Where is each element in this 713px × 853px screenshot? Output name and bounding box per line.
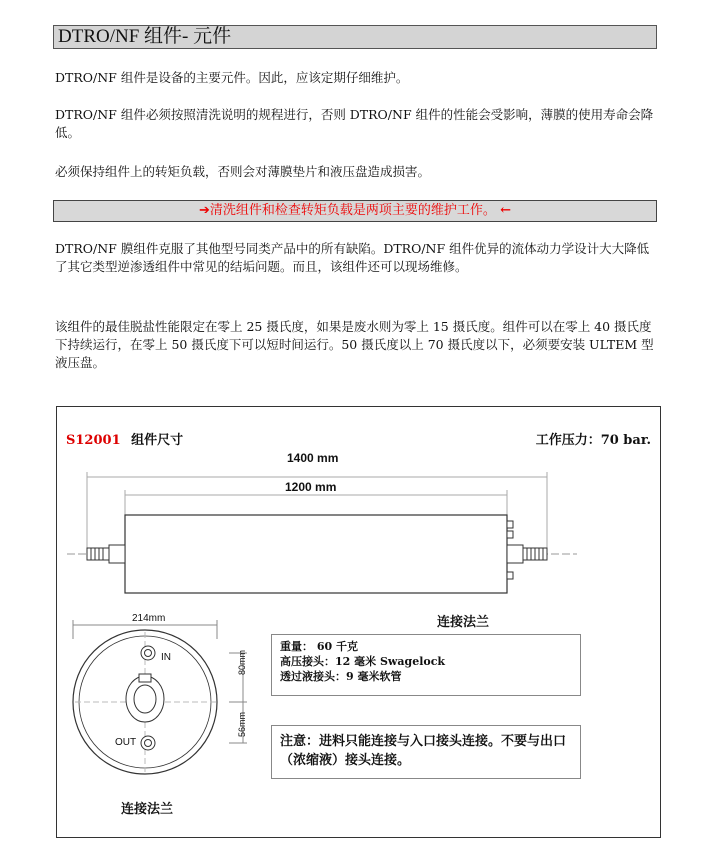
spec-weight: 重量： 60 千克 [280,640,358,653]
banner-text: 清洗组件和检查转矩负载是两项主要的维护工作。 [209,203,496,218]
paragraph-temperature: 该组件的最佳脱盐性能限定在零上 25 摄氏度，如果是废水则为零上 15 摄氏度。组件可以在零上 40 摄氏度下持续运行，在零上 50 摄氏度下可以短时间运行。50 摄氏度以上 70 摄氏度以下，必须要安装 ULTEM 型液压盘。 [55,319,654,370]
maintenance-banner [53,200,657,222]
spec-hp-connector: 高压接头：12 毫米 Swagelock [280,655,446,668]
paragraph-torque: 必须保持组件上的转矩负载，否则会对薄膜垫片和液压盘造成损害。 [55,164,431,179]
warning-note: 注意：进料只能连接与入口接头连接。不要与出口（浓缩液）接头连接。 [271,725,581,779]
specs-box [271,634,581,696]
flange-label-bottom: 连接法兰 [121,802,174,817]
flange-label-right: 连接法兰 [437,615,490,630]
out-port-label: OUT [115,737,137,748]
paragraph-cleaning: DTRO/NF 组件必须按照清洗说明的规程进行，否则 DTRO/NF 组件的性能会受影响，薄膜的使用寿命会降低。 [55,107,654,140]
dimension-80: 80mm [237,649,247,675]
figure-code: S12001 [66,433,121,448]
module-dimensions-figure [56,406,661,838]
arrow-left-icon: ← [500,203,511,218]
dimension-214: 214mm [132,613,166,624]
arrow-right-icon: ➔ [199,203,210,218]
dimension-1400: 1400 mm [287,451,339,465]
spec-permeate-connector: 透过液接头：9 毫米软管 [280,670,402,683]
dimension-1200: 1200 mm [285,480,337,494]
paragraph-intro: DTRO/NF 组件是设备的主要元件。因此，应该定期仔细维护。 [55,70,409,85]
figure-title-text: 组件尺寸 [131,433,184,448]
in-port-label: IN [161,652,171,663]
section-header: DTRO/NF 组件- 元件 [53,25,657,49]
figure-title [66,429,183,448]
working-pressure: 工作压力：70 bar. [535,433,651,448]
dimension-56: 56mm [237,711,247,737]
paragraph-advantages: DTRO/NF 膜组件克服了其他型号同类产品中的所有缺陷。DTRO/NF 组件优异的流体动力学设计大大降低了其它类型逆渗透组件中常见的结垢问题。而且，该组件还可以现场维修。 [55,241,650,274]
